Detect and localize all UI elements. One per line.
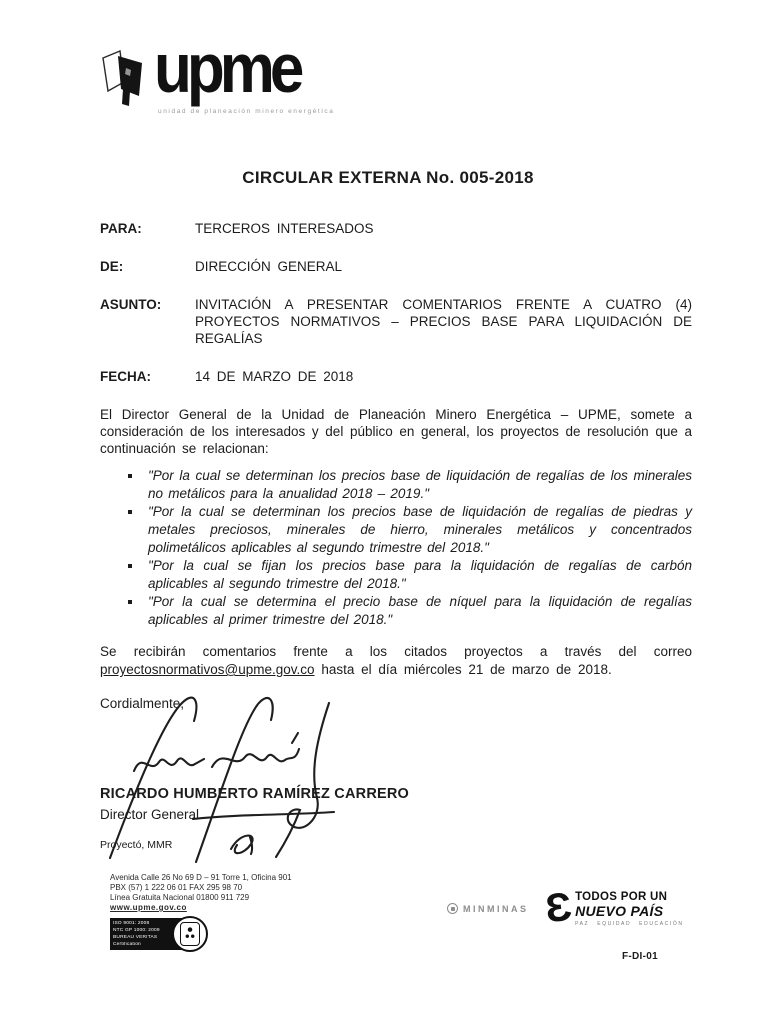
campaign-line-1: TODOS POR UN xyxy=(575,891,668,903)
bullet-item-2 xyxy=(100,503,692,557)
cert-line-2: NTC GP 1000: 2009 xyxy=(113,928,160,934)
meta-row-asunto xyxy=(100,296,692,347)
bullet-square-icon xyxy=(128,510,132,514)
bullet-square-icon xyxy=(128,600,132,604)
meta-row-de xyxy=(100,258,692,275)
document-title: CIRCULAR EXTERNA No. 005-2018 xyxy=(242,168,534,187)
meta-label-asunto: ASUNTO: xyxy=(100,297,162,312)
upme-logo-icon xyxy=(96,48,148,110)
certification-row xyxy=(110,916,292,952)
meta-value-de: DIRECCIÓN GENERAL xyxy=(195,259,343,274)
cert-line-3: BUREAU VERITAS xyxy=(113,935,158,941)
bullet-item-1 xyxy=(100,467,692,503)
form-code: F-DI-01 xyxy=(622,951,658,962)
footer-address-block xyxy=(110,873,292,952)
meta-row-fecha xyxy=(100,368,692,385)
bullet-text-4: "Por la cual se determina el precio base de níquel para la liquidación de regalías aplicables al primer trimestre del 2018." xyxy=(148,594,692,627)
minminas-icon xyxy=(447,903,458,914)
nuevo-pais-logo xyxy=(543,884,684,932)
upme-logo-textwrap xyxy=(154,30,335,115)
meta-value-para: TERCEROS INTERESADOS xyxy=(195,221,374,236)
bullet-text-2: "Por la cual se determinan los precios base de liquidación de regalías de piedras y metales preciosos, minerales de hierro, minerales metálicos y concentrados polimetálicos aplicables al segundo trimestre del 2018." xyxy=(148,504,692,555)
address-line-1: Avenida Calle 26 No 69 D – 91 Torre 1, Oficina 901 xyxy=(110,873,292,882)
nuevo-pais-text xyxy=(575,891,684,927)
minminas-logo xyxy=(447,903,529,914)
project-bullet-list xyxy=(100,467,692,629)
closing-paragraph xyxy=(100,643,692,679)
bullet-text-1: "Por la cual se determinan los precios base de liquidación de regalías de los minerales no metálicos para la anualidad 2018 – 2019." xyxy=(148,468,692,501)
meta-value-fecha: 14 DE MARZO DE 2018 xyxy=(195,369,354,384)
bullet-square-icon xyxy=(128,564,132,568)
signer-role: Director General xyxy=(100,807,200,822)
bullet-square-icon xyxy=(128,474,132,478)
prepared-by-note: Proyectó, MMR xyxy=(100,839,173,851)
bullet-text-3: "Por la cual se fijan los precios base para la liquidación de regalías de carbón aplicables al segundo trimestre del 2018." xyxy=(148,558,692,591)
meta-label-fecha: FECHA: xyxy=(100,369,151,384)
campaign-line-2: NUEVO PAÍS xyxy=(575,903,664,919)
meta-label-de: DE: xyxy=(100,259,124,274)
upme-logo-tagline: unidad de planeación minero energética xyxy=(158,107,335,115)
seal-emblem-icon xyxy=(180,922,200,946)
upme-logo-text: upme xyxy=(154,30,300,108)
meta-value-asunto: INVITACIÓN A PRESENTAR COMENTARIOS FRENTE A CUATRO (4) PROYECTOS NORMATIVOS – PRECIOS BASE PARA LIQUIDACIÓN DE REGALÍAS xyxy=(195,297,692,346)
upme-logo xyxy=(96,30,335,115)
salutation: Cordialmente, xyxy=(100,696,185,711)
closing-post-text: hasta el día miércoles 21 de marzo de 2018. xyxy=(314,662,612,677)
meta-label-para: PARA: xyxy=(100,221,142,236)
signer-name: RICARDO HUMBERTO RAMÍREZ CARRERO xyxy=(100,786,410,802)
meta-block xyxy=(100,220,692,406)
website-link: www.upme.gov.co xyxy=(110,903,187,912)
meta-row-para xyxy=(100,220,692,237)
cert-line-4: Certification xyxy=(113,942,141,948)
minminas-label: MINMINAS xyxy=(463,903,529,914)
address-line-3: Línea Gratuita Nacional 01800 911 729 xyxy=(110,893,250,902)
nuevo-pais-swoosh-icon: Ɛ xyxy=(543,884,574,932)
bureau-veritas-seal-icon xyxy=(172,916,208,952)
bullet-item-3 xyxy=(100,557,692,593)
campaign-line-3: PAZ EQUIDAD EDUCACIÓN xyxy=(575,921,684,927)
cert-line-1: ISO 9001: 2008 xyxy=(113,921,150,926)
closing-pre-text: Se recibirán comentarios frente a los citados proyectos a través del correo xyxy=(100,644,692,659)
email-address: proyectosnormativos@upme.gov.co xyxy=(100,662,315,677)
address-line-2: PBX (57) 1 222 06 01 FAX 295 98 70 xyxy=(110,883,243,892)
intro-paragraph: El Director General de la Unidad de Planeación Minero Energética – UPME, somete a consideración de los interesados y del público en general, los proyectos de resolución que a continuación se relacionan: xyxy=(100,407,692,456)
bullet-item-4 xyxy=(100,593,692,629)
